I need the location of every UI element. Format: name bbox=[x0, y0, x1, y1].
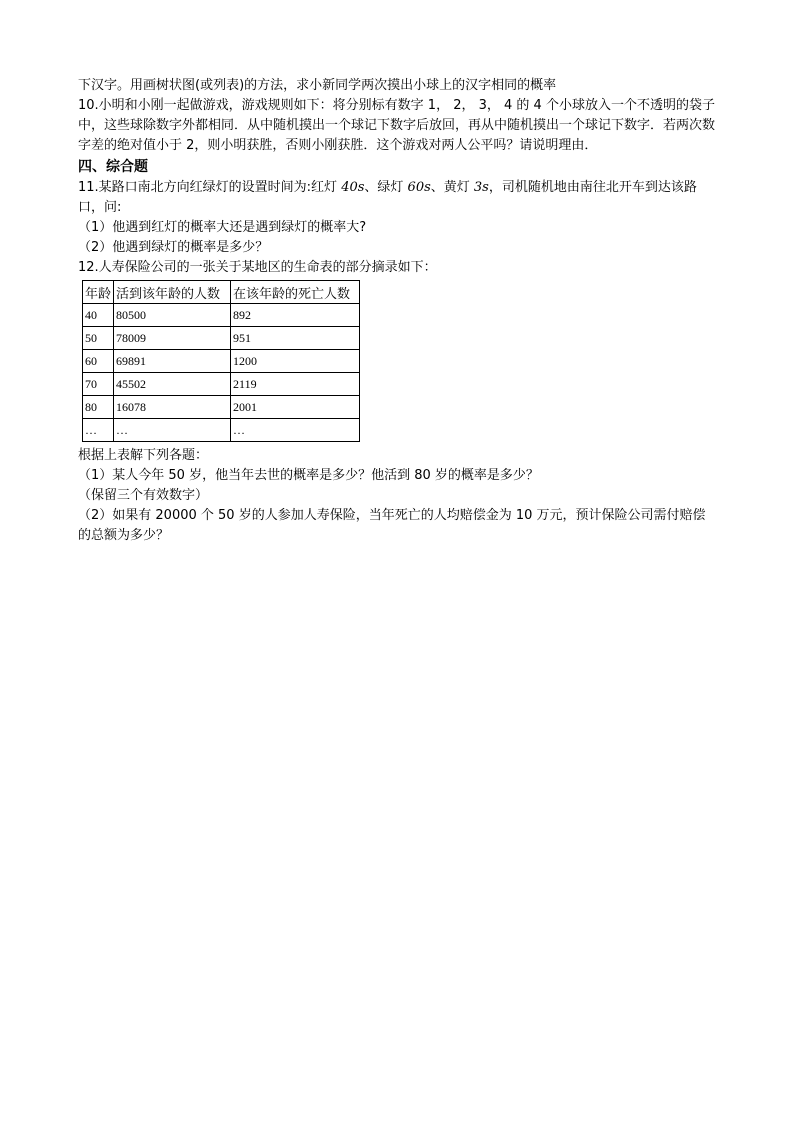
question-11-text-c: 、黄灯 bbox=[430, 180, 474, 195]
question-11 bbox=[78, 178, 718, 218]
table-row bbox=[83, 327, 360, 350]
cell-age: 50 bbox=[83, 327, 114, 350]
question-11-text-d: ，司机随机地由南往北开车到达该路口，问: bbox=[78, 180, 697, 215]
section-heading: 四、综合题 bbox=[78, 159, 148, 175]
cell-survivors: … bbox=[114, 419, 231, 442]
red-light-time: 40s bbox=[341, 180, 365, 195]
cell-deaths: 892 bbox=[231, 304, 360, 327]
yellow-light-time: 3s bbox=[473, 180, 489, 195]
green-light-time: 60s bbox=[407, 180, 431, 195]
cell-age: 80 bbox=[83, 396, 114, 419]
question-12-part-1: （1）某人今年 50 岁，他当年去世的概率是多少？他活到 80 岁的概率是多少？ bbox=[78, 468, 539, 483]
question-12-part-1-note: （保留三个有效数字） bbox=[78, 488, 209, 503]
cell-deaths: 2001 bbox=[231, 396, 360, 419]
header-deaths: 在该年龄的死亡人数 bbox=[231, 281, 360, 304]
table-row bbox=[83, 419, 360, 442]
question-12-part-2: （2）如果有 20000 个 50 岁的人参加人寿保险，当年死亡的人均赔偿金为 10 万元，预计保险公司需付赔偿的总额为多少？ bbox=[78, 508, 706, 543]
header-age: 年龄 bbox=[83, 281, 114, 304]
header-survivors: 活到该年龄的人数 bbox=[114, 281, 231, 304]
question-11-part-2: （2）他遇到绿灯的概率是多少？ bbox=[78, 240, 269, 255]
question-10: 10.小明和小刚一起做游戏，游戏规则如下：将分别标有数字 1， 2， 3， 4 的 4 个小球放入一个不透明的袋子中，这些球除数字外都相同．从中随机摸出一个球记下数字后放回，再从中随机摸出一个球记下数字．若两次数字差的绝对值小于 2，则小明获胜，否则小刚获胜．这个游戏对两人公平吗？请说明理由． bbox=[78, 98, 716, 153]
cell-age: 70 bbox=[83, 373, 114, 396]
cell-age: 60 bbox=[83, 350, 114, 373]
cell-survivors: 69891 bbox=[114, 350, 231, 373]
cell-age: … bbox=[83, 419, 114, 442]
question-11-text-b: 、绿灯 bbox=[364, 180, 408, 195]
table-row bbox=[83, 350, 360, 373]
table-row bbox=[83, 373, 360, 396]
cell-survivors: 78009 bbox=[114, 327, 231, 350]
document-content bbox=[78, 76, 718, 546]
cell-survivors: 45502 bbox=[114, 373, 231, 396]
question-11-text-a: 11.某路口南北方向红绿灯的设置时间为:红灯 bbox=[78, 180, 342, 195]
cell-age: 40 bbox=[83, 304, 114, 327]
question-9-continuation: 下汉字。用画树状图(或列表)的方法，求小新同学两次摸出小球上的汉字相同的概率 bbox=[78, 78, 557, 93]
cell-deaths: … bbox=[231, 419, 360, 442]
table-row bbox=[83, 304, 360, 327]
cell-deaths: 1200 bbox=[231, 350, 360, 373]
cell-deaths: 951 bbox=[231, 327, 360, 350]
table-instructions: 根据上表解下列各题： bbox=[78, 448, 209, 463]
cell-deaths: 2119 bbox=[231, 373, 360, 396]
table-header-row bbox=[83, 281, 360, 304]
life-table bbox=[82, 280, 360, 442]
question-11-part-1: （1）他遇到红灯的概率大还是遇到绿灯的概率大? bbox=[78, 220, 367, 235]
question-12: 12.人寿保险公司的一张关于某地区的生命表的部分摘录如下： bbox=[78, 260, 437, 275]
table-row bbox=[83, 396, 360, 419]
cell-survivors: 16078 bbox=[114, 396, 231, 419]
cell-survivors: 80500 bbox=[114, 304, 231, 327]
